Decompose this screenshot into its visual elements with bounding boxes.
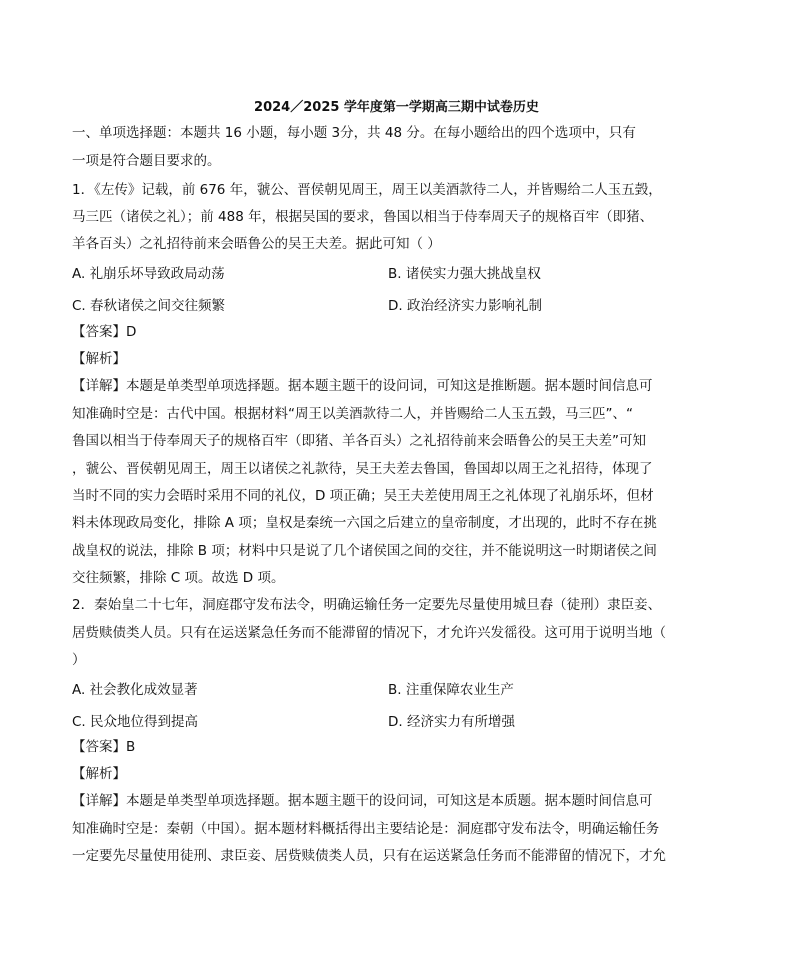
q2-detail-line-3: 一定要先尽量使用徒刑、隶臣妾、居赀赎债类人员，只有在运送紧急任务而不能滞留的情况下，才允 <box>72 848 666 864</box>
q2-option-a: A. 社会教化成效显著 <box>72 682 198 698</box>
q1-option-b: B. 诸侯实力强大挑战皇权 <box>388 266 541 282</box>
q1-answer: 【答案】D <box>72 324 137 340</box>
q2-option-c: C. 民众地位得到提高 <box>72 714 199 730</box>
q1-detail-line-5: 当时不同的实力会晤时采用不同的礼仪，D 项正确；吴王夫差使用周王之礼体现了礼崩乐坏，但材 <box>72 488 654 504</box>
q1-stem-line-2: 马三匹（诸侯之礼）；前 488 年，根据吴国的要求，鲁国以相当于侍奉周天子的规格百牢（即猪、 <box>72 209 654 225</box>
q2-option-b: B. 注重保障农业生产 <box>388 682 514 698</box>
q1-option-d: D. 政治经济实力影响礼制 <box>388 298 542 314</box>
q2-detail-line-1: 【详解】本题是单类型单项选择题。据本题主题干的设问词，可知这是本质题。据本题时间信息可 <box>72 793 653 809</box>
q2-stem-line-3: ） <box>72 652 86 668</box>
q2-answer: 【答案】B <box>72 739 136 755</box>
q2-stem-line-2: 居赀赎债类人员。只有在运送紧急任务而不能滞留的情况下，才允许兴发徭役。这可用于说明当地（ <box>72 625 666 641</box>
q1-detail-line-4: ，虢公、晋侯朝见周王，周王以诸侯之礼款待，吴王夫差去鲁国，鲁国却以周王之礼招待，体现了 <box>72 461 653 477</box>
q2-stem-line-1: 2．秦始皇二十七年，洞庭郡守发布法令，明确运输任务一定要先尽量使用城旦舂（徒刑）隶臣妾、 <box>72 597 662 613</box>
q2-option-d: D. 经济实力有所增强 <box>388 714 515 730</box>
q1-analysis-label: 【解析】 <box>72 351 126 367</box>
q1-detail-line-1: 【详解】本题是单类型单项选择题。据本题主题干的设问词，可知这是推断题。据本题时间信息可 <box>72 378 653 394</box>
section-heading-line-2: 一项是符合题目要求的。 <box>72 153 221 169</box>
q2-analysis-label: 【解析】 <box>72 766 126 782</box>
q1-detail-line-7: 战皇权的说法，排除 B 项；材料中只是说了几个诸侯国之间的交往，并不能说明这一时期诸侯之间 <box>72 543 657 559</box>
q1-detail-line-8: 交往频繁，排除 C 项。故选 D 项。 <box>72 570 285 586</box>
q1-option-a: A. 礼崩乐坏导致政局动荡 <box>72 266 225 282</box>
document-title: 2024／2025 学年度第一学期高三期中试卷历史 <box>254 100 539 115</box>
q1-stem-line-3: 羊各百头）之礼招待前来会晤鲁公的吴王夫差。据此可知（ ） <box>72 236 441 252</box>
q1-detail-line-6: 料未体现政局变化，排除 A 项；皇权是秦统一六国之后建立的皇帝制度，才出现的，此时不存在挑 <box>72 515 657 531</box>
q1-detail-line-3: 鲁国以相当于侍奉周天子的规格百牢（即猪、羊各百头）之礼招待前来会晤鲁公的吴王夫差”可知 <box>72 433 646 449</box>
q1-stem-line-1: 1．《左传》记载，前 676 年，虢公、晋侯朝见周王，周王以美酒款待二人，并皆赐给二人玉五瑴， <box>72 182 662 198</box>
q2-detail-line-2: 知准确时空是：秦朝（中国）。据本题材料概括得出主要结论是：洞庭郡守发布法令，明确运输任务 <box>72 821 660 837</box>
q1-detail-line-2: 知准确时空是：古代中国。根据材料“周王以美酒款待二人，并皆赐给二人玉五瑴，马三匹”、“ <box>72 406 633 422</box>
q1-option-c: C. 春秋诸侯之间交往频繁 <box>72 298 226 314</box>
section-heading-line-1: 一、单项选择题：本题共 16 小题，每小题 3分，共 48 分。在每小题给出的四个选项中，只有 <box>72 125 636 141</box>
